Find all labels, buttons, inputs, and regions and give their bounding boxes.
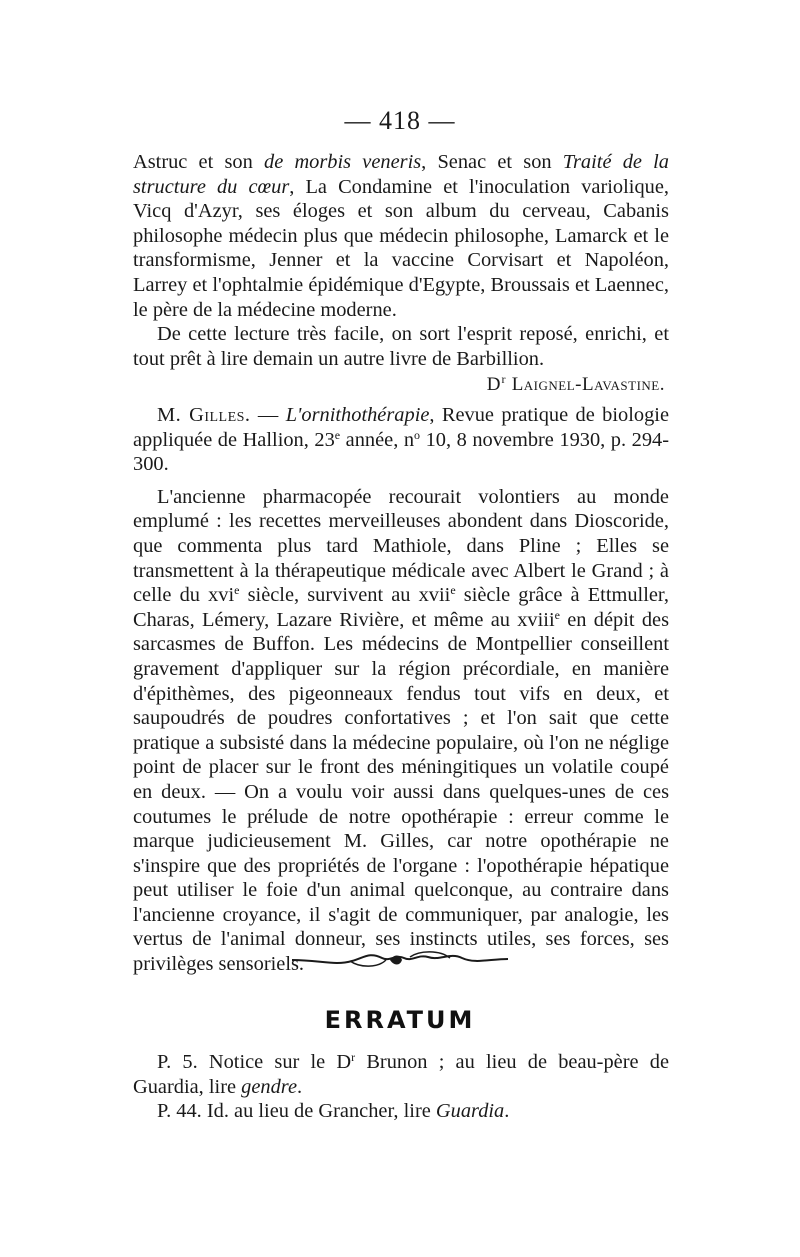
work-title: de morbis veneris	[264, 151, 422, 173]
review-author: M. Gilles.	[157, 404, 251, 426]
text-run: .	[297, 1075, 303, 1098]
correction-word: Guardia	[435, 1100, 505, 1123]
review-paragraph	[133, 150, 669, 322]
text-run: , La Condamine et l'inoculation variolique, Vicq d'Azyr, ses éloges et son album du cerveau, Cabanis philosophe médecin plus que médecin philosophe, Lamarck et le transformisme, Jenner et la vaccine Corvisart et Napoléon, Larrey et l'ophtalmie épidémique d'Egypte, Broussais et Laennec, le père de la médecine moderne.	[133, 175, 669, 321]
erratum-list	[133, 1050, 669, 1124]
text-run: année, n	[340, 428, 415, 451]
erratum-heading: ERRATUM	[324, 1006, 476, 1034]
review-paragraph: De cette lecture très facile, on sort l'esprit reposé, enrichi, et tout prêt à lire demain un autre livre de Barbillion.	[133, 323, 669, 370]
text-run: en dépit des sarcasmes de Buffon. Les médecins de Montpellier conseillent gravement d'appliquer sur la région précordiale, en manière d'épithèmes, des pigeonneaux fendus tout vifs en deux, et saupoudrés de poudres confortatives ; et l'on sait que cette pratique a subsisté dans la médecine populaire, où l'on ne néglige point de placer sur le front des méningitiques un volatile coupé en deux. — On a voulu voir aussi dans quelques-unes de ces coutumes le prélude de notre opothérapie : erreur comme le marque judicieusement M. Gilles, car notre opothérapie ne s'inspire que des propriétés de l'organe : l'opothérapie hépatique peut utiliser le foie d'un animal quelconque, au contraire dans l'ancienne croyance, il s'agit de communiquer, par analogie, les vertus de l'animal donneur, ses instincts utiles, ses forces, ses privilèges sensoriels.	[133, 608, 670, 976]
text-run: 10, 8 novembre 1930, p. 294-300.	[133, 428, 670, 476]
superscript: o	[414, 427, 421, 442]
review-gilles	[133, 403, 669, 977]
superscript: r	[501, 372, 507, 387]
erratum-entry	[133, 1050, 669, 1099]
text-run: L'ancienne pharmacopée recourait volontiers au monde emplumé : les recettes merveilleuses abondent dans Dioscoride, que commenta plus tard Mathiole, dans Pline ; Elles se transmettent à la thérapeutique médicale avec Albert le Grand ; à celle du xvi	[133, 485, 669, 607]
text-run: , Senac et son	[421, 151, 563, 173]
review-signature	[133, 373, 669, 398]
erratum-entry	[133, 1099, 669, 1124]
text-run: siècle, survivent au xvii	[239, 584, 451, 607]
signature-name: Laignel-Lavastine.	[506, 374, 665, 396]
bibliographic-reference	[133, 403, 669, 477]
text-run: Brunon ; au lieu de beau-père de Guardia, lire	[133, 1051, 669, 1098]
review-body	[133, 485, 669, 977]
text-run: siècle grâce à Ettmuller, Charas, Lémery, Lazare Rivière, et même au xviii	[133, 584, 669, 631]
superscript: e	[234, 583, 240, 598]
superscript: e	[334, 427, 341, 442]
text-run: P. 5. Notice sur le D	[157, 1051, 352, 1073]
superscript: e	[554, 607, 560, 622]
text-run: , Revue pratique de biologie appliquée de Hallion, 23	[133, 404, 669, 451]
text-run: P. 44. Id. au lieu de Grancher, lire	[157, 1100, 436, 1123]
superscript: e	[450, 583, 456, 598]
flourish-ornament	[290, 944, 510, 974]
correction-word: gendre	[241, 1075, 298, 1098]
signature-prefix: D	[486, 374, 502, 396]
text-run: —	[250, 404, 286, 426]
review-continuation	[133, 150, 669, 398]
work-title: Traité de la structure du cœur	[133, 151, 670, 198]
page-number: — 418 —	[344, 106, 456, 135]
text-run: .	[504, 1100, 510, 1123]
text-run: Astruc et son	[133, 151, 264, 173]
article-title: L'ornithothérapie	[285, 404, 430, 426]
superscript: r	[351, 1050, 356, 1064]
